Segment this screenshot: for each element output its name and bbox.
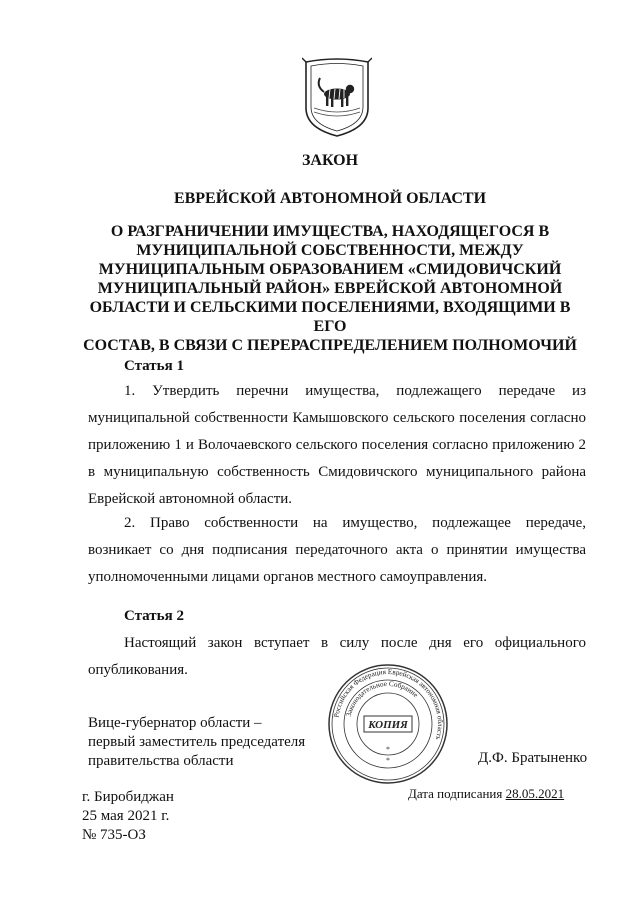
paragraph-line: Еврейской автономной области. [88, 491, 293, 507]
svg-text:*: * [386, 745, 390, 754]
article-1-heading: Статья 1 [124, 358, 184, 374]
coat-of-arms-icon [302, 56, 372, 138]
signatory-name: Д.Ф. Братыненко [478, 750, 588, 766]
law-number: № 735-ОЗ [82, 827, 146, 843]
law-subject-line: ОБЛАСТИ И СЕЛЬСКИМИ ПОСЕЛЕНИЯМИ, ВХОДЯЩИМИ В ЕГО [89, 299, 571, 335]
paragraph-line: Настоящий закон вступает в силу после дня его официального [124, 635, 586, 651]
paragraph-line: муниципальной собственности Камышовского сельского поселения согласно [88, 410, 586, 426]
signatory-position-line: первый заместитель председателя [88, 734, 306, 750]
law-subject-line: МУНИЦИПАЛЬНОЙ СОБСТВЕННОСТИ, МЕЖДУ [136, 242, 524, 259]
signing-date-label: Дата подписания [408, 786, 503, 801]
region-title: ЕВРЕЙСКОЙ АВТОНОМНОЙ ОБЛАСТИ [173, 190, 487, 207]
stamp-outer-text: Российская Федерация Еврейская автономная область [332, 667, 445, 741]
svg-text:*: * [386, 756, 390, 765]
law-subject-line: МУНИЦИПАЛЬНЫМ ОБРАЗОВАНИЕМ «СМИДОВИЧСКИЙ [98, 261, 562, 278]
issue-date: 25 мая 2021 г. [82, 808, 170, 824]
article-1-paragraph-2 [88, 510, 586, 591]
law-subject-line: О РАЗГРАНИЧЕНИИ ИМУЩЕСТВА, НАХОДЯЩЕГОСЯ В [110, 223, 550, 240]
signatory-position [88, 714, 305, 771]
paragraph-line: возникает со дня подписания передаточного акта о принятии имущества [88, 542, 586, 558]
law-title: ЗАКОН [301, 152, 359, 169]
law-subject [80, 222, 580, 355]
article-1-paragraph-1 [88, 378, 586, 513]
law-subject-line: МУНИЦИПАЛЬНЫЙ РАЙОН» ЕВРЕЙСКОЙ АВТОНОМНОЙ [97, 280, 563, 297]
issue-details [82, 788, 174, 845]
stamp-inner-text: Законодательное Собрание [344, 679, 420, 718]
issue-city: г. Биробиджан [82, 789, 174, 805]
stamp-center-text: КОПИЯ [368, 719, 408, 731]
signatory-position-line: правительства области [88, 753, 234, 769]
paragraph-line: в муниципальную собственность Смидовичского муниципального района [88, 464, 586, 480]
paragraph-line: приложению 1 и Волочаевского сельского поселения согласно приложению 2 [88, 437, 586, 453]
signing-date [408, 786, 564, 802]
signing-date-value: 28.05.2021 [505, 786, 565, 801]
article-2-heading: Статья 2 [124, 608, 184, 624]
official-stamp-icon [326, 662, 450, 786]
paragraph-line: 1. Утвердить перечни имущества, подлежащего передаче из [124, 383, 586, 399]
paragraph-line: уполномоченными лицами органов местного самоуправления. [88, 569, 488, 585]
paragraph-line: опубликования. [88, 662, 188, 678]
law-subject-line: СОСТАВ, В СВЯЗИ С ПЕРЕРАСПРЕДЕЛЕНИЕМ ПОЛНОМОЧИЙ [83, 337, 577, 354]
signatory-position-line: Вице-губернатор области – [88, 715, 262, 731]
paragraph-line: 2. Право собственности на имущество, подлежащее передаче, [124, 515, 586, 531]
